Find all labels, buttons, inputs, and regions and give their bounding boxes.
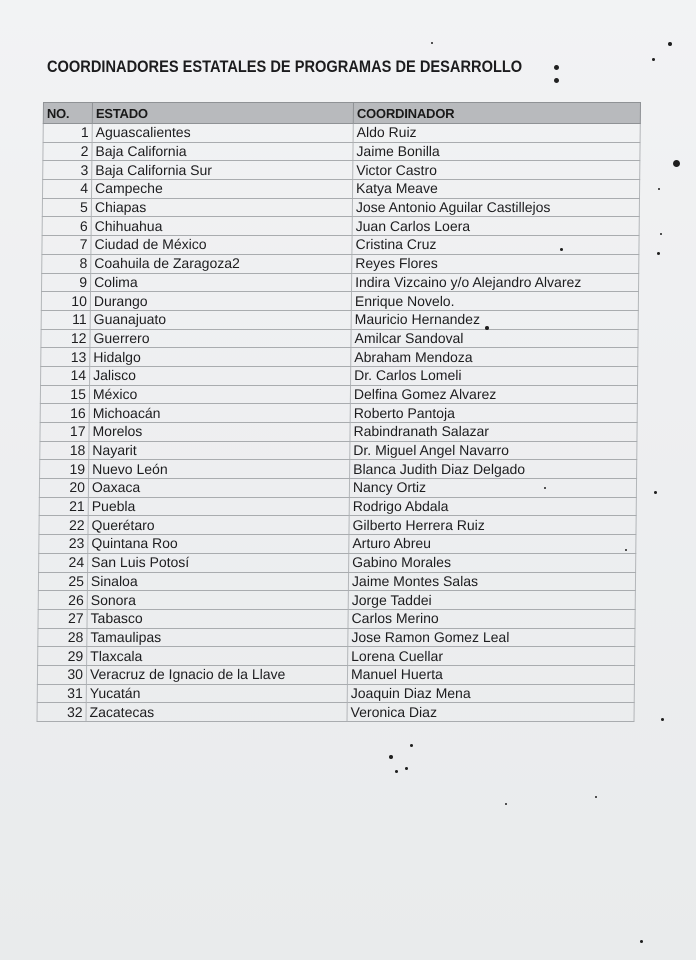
row-number: 27 (38, 609, 87, 628)
row-number: 7 (42, 236, 91, 255)
table-row (39, 497, 636, 516)
table-row (38, 628, 635, 647)
table-row (39, 553, 636, 572)
paper-speck (560, 248, 563, 251)
paper-speck (505, 803, 507, 805)
table-row (42, 236, 639, 255)
row-estado: Veracruz de Ignacio de la Llave (86, 665, 347, 684)
paper-speck (410, 744, 413, 747)
row-number: 22 (39, 516, 88, 535)
table-row (38, 572, 635, 591)
row-number: 2 (43, 142, 92, 161)
row-coordinador: Jaime Bonilla (353, 142, 640, 161)
row-estado: Colima (91, 273, 352, 292)
row-coordinador: Mauricio Hernandez (351, 310, 638, 329)
header-coordinador: COORDINADOR (353, 103, 640, 124)
row-number: 10 (41, 292, 90, 311)
paper-speck (431, 42, 433, 44)
row-estado: Quintana Roo (88, 535, 349, 554)
table-row (41, 310, 638, 329)
row-coordinador: Gabino Morales (349, 553, 636, 572)
table-row (38, 647, 635, 666)
table-body (37, 124, 640, 722)
row-number: 9 (42, 273, 91, 292)
table-row (43, 124, 640, 143)
row-estado: Nuevo León (89, 460, 350, 479)
table-row (38, 591, 635, 610)
row-number: 8 (42, 254, 91, 273)
row-number: 20 (39, 479, 88, 498)
row-number: 18 (40, 441, 89, 460)
table-row (40, 441, 637, 460)
table-row (42, 198, 639, 217)
row-coordinador: Dr. Miguel Angel Navarro (350, 441, 637, 460)
row-estado: Tlaxcala (87, 647, 348, 666)
table-row (41, 329, 638, 348)
row-coordinador: Aldo Ruiz (353, 124, 640, 143)
paper-speck (654, 491, 657, 494)
table-row (37, 703, 634, 722)
row-coordinador: Rodrigo Abdala (349, 497, 636, 516)
table-row (39, 479, 636, 498)
row-estado: Hidalgo (90, 348, 351, 367)
row-estado: Sinaloa (87, 572, 348, 591)
paper-speck (485, 326, 489, 330)
row-number: 15 (40, 385, 89, 404)
row-estado: Baja California (92, 142, 353, 161)
paper-speck (658, 188, 660, 190)
row-estado: Michoacán (89, 404, 350, 423)
row-coordinador: Reyes Flores (352, 254, 639, 273)
row-estado: Ciudad de México (91, 236, 352, 255)
row-number: 19 (40, 460, 89, 479)
row-coordinador: Lorena Cuellar (348, 647, 635, 666)
table-row (42, 180, 639, 199)
table-header-row (43, 103, 640, 124)
table-row (37, 665, 634, 684)
row-estado: México (89, 385, 350, 404)
row-number: 28 (38, 628, 87, 647)
row-coordinador: Delfina Gomez Alvarez (350, 385, 637, 404)
row-estado: Guerrero (90, 329, 351, 348)
row-coordinador: Nancy Ortiz (349, 479, 636, 498)
row-estado: Zacatecas (86, 703, 347, 722)
row-coordinador: Arturo Abreu (349, 535, 636, 554)
row-number: 30 (37, 665, 86, 684)
row-estado: Durango (90, 292, 351, 311)
row-coordinador: Joaquin Diaz Mena (347, 684, 634, 703)
row-coordinador: Juan Carlos Loera (352, 217, 639, 236)
row-coordinador: Carlos Merino (348, 609, 635, 628)
table-row (42, 273, 639, 292)
paper-speck (661, 718, 664, 721)
row-coordinador: Indira Vizcaino y/o Alejandro Alvarez (352, 273, 639, 292)
row-estado: Querétaro (88, 516, 349, 535)
header-no: NO. (43, 103, 92, 124)
row-coordinador: Victor Castro (353, 161, 640, 180)
row-number: 26 (38, 591, 87, 610)
row-estado: Morelos (89, 423, 350, 442)
row-coordinador: Rabindranath Salazar (350, 423, 637, 442)
row-coordinador: Jorge Taddei (348, 591, 635, 610)
row-number: 23 (39, 535, 88, 554)
table-row (39, 535, 636, 554)
paper-speck (640, 940, 643, 943)
row-coordinador: Abraham Mendoza (351, 348, 638, 367)
table-row (42, 254, 639, 273)
row-coordinador: Gilberto Herrera Ruiz (349, 516, 636, 535)
row-coordinador: Manuel Huerta (347, 665, 634, 684)
table-row (37, 684, 634, 703)
row-estado: Chihuahua (91, 217, 352, 236)
row-number: 6 (42, 217, 91, 236)
row-number: 21 (39, 497, 88, 516)
row-number: 12 (41, 329, 90, 348)
row-estado: Guanajuato (90, 310, 351, 329)
row-coordinador: Jose Ramon Gomez Leal (348, 628, 635, 647)
row-estado: Baja California Sur (92, 161, 353, 180)
paper-speck (668, 42, 672, 46)
paper-speck (657, 252, 660, 255)
table-row (40, 385, 637, 404)
row-number: 24 (39, 553, 88, 572)
row-coordinador: Jose Antonio Aguilar Castillejos (352, 198, 639, 217)
paper-speck (395, 770, 398, 773)
row-estado: Aguascalientes (92, 124, 353, 143)
row-number: 31 (37, 684, 86, 703)
paper-speck (625, 549, 627, 551)
row-estado: San Luis Potosí (88, 553, 349, 572)
document-title: COORDINADORES ESTATALES DE PROGRAMAS DE DESARROLLO (47, 57, 523, 76)
paper-speck (544, 487, 546, 489)
row-estado: Chiapas (91, 198, 352, 217)
row-coordinador: Katya Meave (352, 180, 639, 199)
row-estado: Nayarit (89, 441, 350, 460)
header-estado: ESTADO (92, 103, 353, 124)
row-estado: Coahuila de Zaragoza2 (91, 254, 352, 273)
table-row (40, 404, 637, 423)
row-number: 13 (41, 348, 90, 367)
paper-speck (660, 233, 662, 235)
row-coordinador: Jaime Montes Salas (348, 572, 635, 591)
table-row (43, 142, 640, 161)
row-number: 14 (41, 366, 90, 385)
row-coordinador: Blanca Judith Diaz Delgado (350, 460, 637, 479)
row-estado: Jalisco (90, 366, 351, 385)
paper-speck (595, 796, 597, 798)
row-coordinador: Cristina Cruz (352, 236, 639, 255)
row-estado: Campeche (91, 180, 352, 199)
row-estado: Sonora (87, 591, 348, 610)
row-coordinador: Enrique Novelo. (351, 292, 638, 311)
table-row (42, 217, 639, 236)
coordinators-table (37, 102, 641, 722)
row-number: 5 (42, 198, 91, 217)
table-row (38, 609, 635, 628)
row-estado: Puebla (88, 497, 349, 516)
row-number: 16 (40, 404, 89, 423)
row-estado: Yucatán (86, 684, 347, 703)
paper-speck (673, 160, 680, 167)
table-row (41, 292, 638, 311)
table-row (41, 366, 638, 385)
row-coordinador: Roberto Pantoja (350, 404, 637, 423)
table-row (39, 516, 636, 535)
row-number: 29 (38, 647, 87, 666)
row-number: 25 (38, 572, 87, 591)
row-estado: Oaxaca (88, 479, 349, 498)
row-estado: Tabasco (87, 609, 348, 628)
row-coordinador: Veronica Diaz (347, 703, 634, 722)
title-colon-mark (554, 62, 559, 84)
row-number: 1 (43, 124, 92, 143)
row-number: 11 (41, 310, 90, 329)
table-row (41, 348, 638, 367)
paper-speck (652, 58, 655, 61)
row-estado: Tamaulipas (87, 628, 348, 647)
row-number: 3 (43, 161, 92, 180)
table-row (43, 161, 640, 180)
row-coordinador: Amilcar Sandoval (351, 329, 638, 348)
table-row (40, 423, 637, 442)
table-row (40, 460, 637, 479)
paper-speck (405, 767, 408, 770)
row-coordinador: Dr. Carlos Lomeli (351, 366, 638, 385)
paper-speck (389, 755, 393, 759)
row-number: 32 (37, 703, 86, 722)
row-number: 4 (42, 180, 91, 199)
row-number: 17 (40, 423, 89, 442)
